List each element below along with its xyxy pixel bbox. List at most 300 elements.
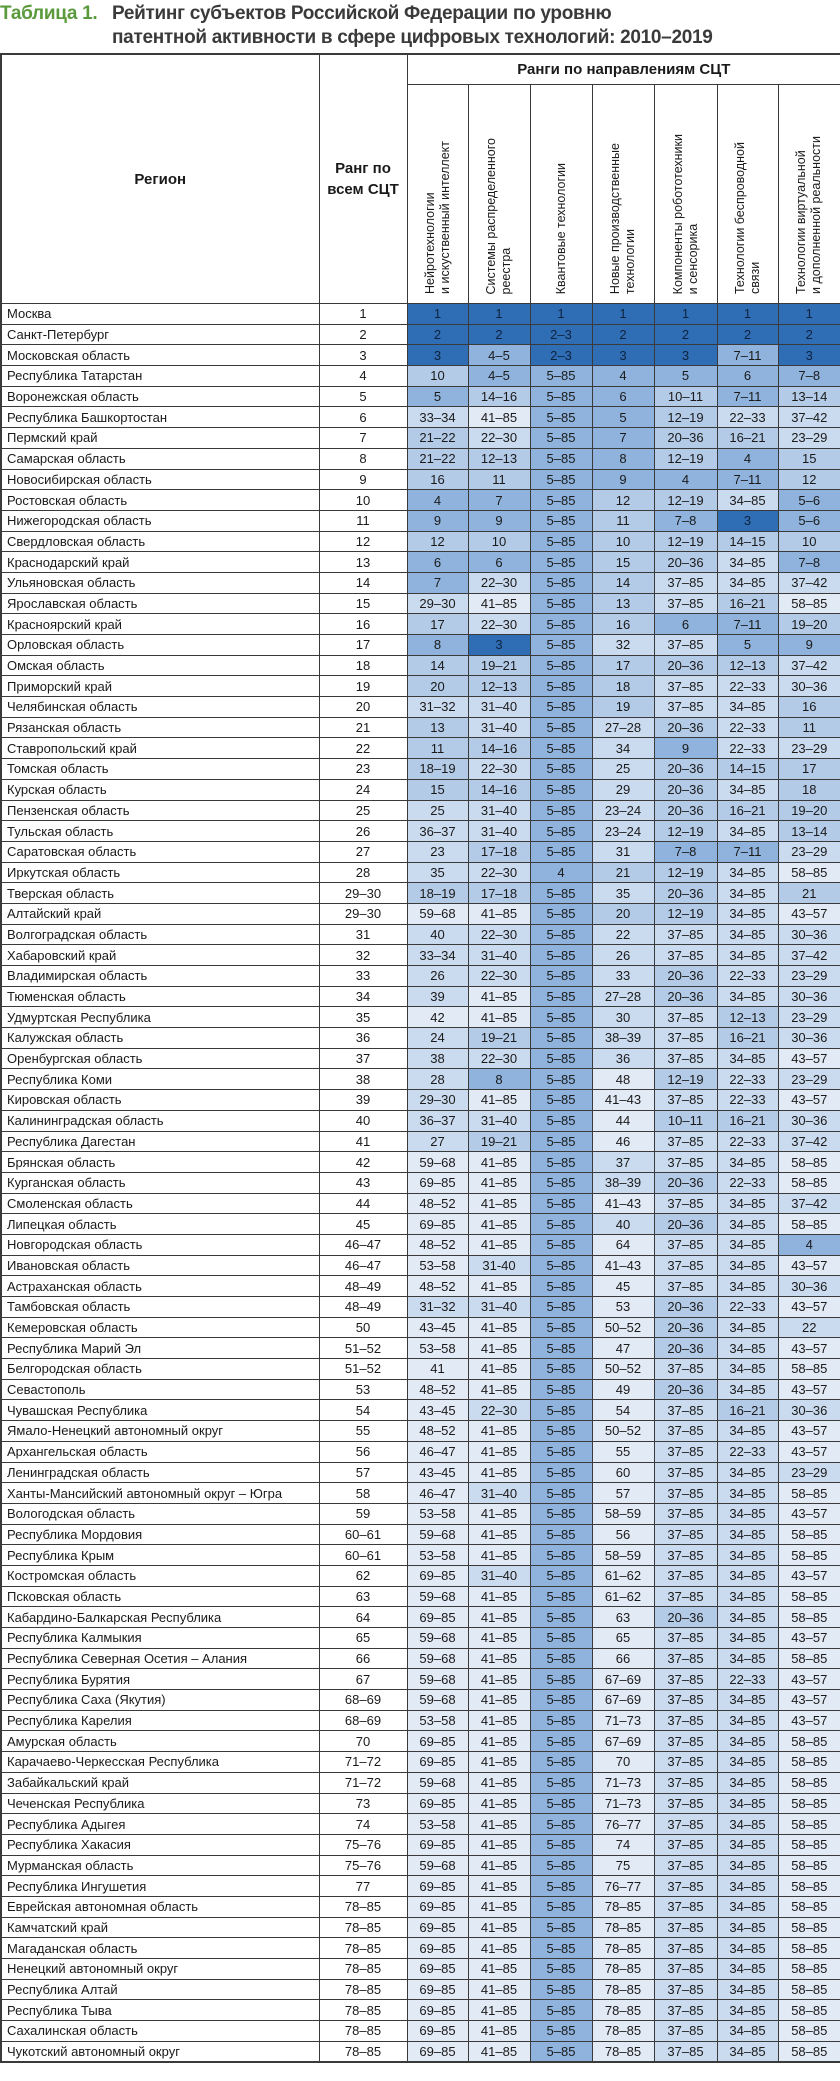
direction-rank: 58–85 (778, 1214, 840, 1235)
direction-rank: 41–85 (468, 1317, 530, 1338)
direction-rank: 22–33 (717, 1441, 778, 1462)
direction-rank: 19–20 (778, 800, 840, 821)
direction-rank: 46–47 (407, 1483, 468, 1504)
direction-rank: 69–85 (407, 1752, 468, 1773)
direction-rank: 38–39 (592, 1172, 654, 1193)
direction-rank: 29–30 (407, 1090, 468, 1111)
direction-rank: 16–21 (717, 1400, 778, 1421)
direction-rank: 43–57 (778, 1628, 840, 1649)
direction-rank: 22–33 (717, 1090, 778, 1111)
table-row (1, 448, 840, 469)
direction-rank: 14–15 (717, 759, 778, 780)
direction-rank: 43–57 (778, 1379, 840, 1400)
direction-rank: 31–32 (407, 1297, 468, 1318)
direction-rank: 2–3 (530, 324, 592, 345)
direction-rank: 5 (407, 386, 468, 407)
direction-rank: 30 (592, 1007, 654, 1028)
rank-all: 78–85 (319, 1959, 407, 1980)
direction-rank: 20–36 (654, 1214, 717, 1235)
table-row (1, 1690, 840, 1711)
header-direction-3 (592, 85, 654, 304)
direction-rank: 5–85 (530, 1379, 592, 1400)
direction-rank: 20–36 (654, 759, 717, 780)
direction-rank: 5–85 (530, 1234, 592, 1255)
direction-rank: 41–43 (592, 1255, 654, 1276)
direction-rank: 37–85 (654, 1772, 717, 1793)
direction-rank: 41–85 (468, 407, 530, 428)
direction-rank: 43–57 (778, 1297, 840, 1318)
direction-rank: 58–85 (778, 1172, 840, 1193)
direction-rank: 5 (654, 366, 717, 387)
rank-all: 78–85 (319, 1896, 407, 1917)
table-row (1, 1234, 840, 1255)
direction-rank: 7–8 (778, 366, 840, 387)
direction-rank: 71–73 (592, 1710, 654, 1731)
direction-rank: 6 (717, 366, 778, 387)
direction-rank: 8 (468, 1069, 530, 1090)
direction-rank: 34–85 (717, 1834, 778, 1855)
direction-rank: 5–85 (530, 841, 592, 862)
direction-rank: 5 (717, 635, 778, 656)
direction-rank: 26 (407, 966, 468, 987)
region-name: Амурская область (1, 1731, 319, 1752)
direction-rank: 34–85 (717, 1483, 778, 1504)
direction-rank: 5–85 (530, 1400, 592, 1421)
direction-rank: 7–8 (654, 841, 717, 862)
direction-rank: 41–43 (592, 1193, 654, 1214)
direction-rank: 21–22 (407, 448, 468, 469)
direction-rank: 22–30 (468, 924, 530, 945)
table-row (1, 800, 840, 821)
direction-rank: 19 (592, 697, 654, 718)
direction-rank: 5–85 (530, 1710, 592, 1731)
direction-rank: 14–15 (717, 531, 778, 552)
direction-rank: 58–85 (778, 1834, 840, 1855)
region-name: Воронежская область (1, 386, 319, 407)
rank-all: 78–85 (319, 2041, 407, 2062)
table-row (1, 903, 840, 924)
direction-rank: 41–85 (468, 1545, 530, 1566)
direction-rank: 7–11 (717, 614, 778, 635)
direction-rank: 41–85 (468, 1938, 530, 1959)
direction-rank: 5–85 (530, 2041, 592, 2062)
direction-rank: 41–85 (468, 986, 530, 1007)
table-row (1, 1565, 840, 1586)
direction-rank: 22–30 (468, 614, 530, 635)
rank-all: 11 (319, 510, 407, 531)
direction-rank: 58–85 (778, 593, 840, 614)
direction-rank: 7 (407, 572, 468, 593)
direction-rank: 50–52 (592, 1359, 654, 1380)
direction-rank: 48–52 (407, 1379, 468, 1400)
direction-rank: 16–21 (717, 800, 778, 821)
direction-rank: 41–85 (468, 1090, 530, 1111)
direction-rank: 21–22 (407, 428, 468, 449)
direction-rank: 2 (407, 324, 468, 345)
direction-rank: 58–85 (778, 1793, 840, 1814)
direction-rank: 49 (592, 1379, 654, 1400)
direction-rank: 43–57 (778, 1503, 840, 1524)
region-name: Магаданская область (1, 1938, 319, 1959)
direction-rank: 22–33 (717, 1069, 778, 1090)
direction-rank: 23–29 (778, 841, 840, 862)
table-row (1, 1007, 840, 1028)
direction-rank: 5–85 (530, 386, 592, 407)
direction-rank: 17–18 (468, 883, 530, 904)
direction-rank: 22–30 (468, 862, 530, 883)
direction-rank: 20–36 (654, 717, 717, 738)
direction-rank: 37–85 (654, 1690, 717, 1711)
direction-rank: 20–36 (654, 1607, 717, 1628)
direction-rank: 43–57 (778, 1090, 840, 1111)
direction-rank: 37–42 (778, 945, 840, 966)
direction-rank: 22–30 (468, 966, 530, 987)
direction-rank: 42 (407, 1007, 468, 1028)
direction-rank: 5–85 (530, 1483, 592, 1504)
direction-rank: 58–59 (592, 1503, 654, 1524)
direction-rank: 14–16 (468, 738, 530, 759)
header-rank-all: Ранг по всем СЦТ (319, 54, 407, 304)
direction-rank: 35 (592, 883, 654, 904)
direction-rank: 7–11 (717, 841, 778, 862)
table-row (1, 1379, 840, 1400)
direction-rank: 34–85 (717, 1338, 778, 1359)
direction-rank: 5–85 (530, 738, 592, 759)
direction-rank: 5–85 (530, 1069, 592, 1090)
table-row (1, 1586, 840, 1607)
direction-rank: 11 (468, 469, 530, 490)
direction-rank: 76–77 (592, 1814, 654, 1835)
direction-rank: 37–85 (654, 1752, 717, 1773)
direction-rank: 5–85 (530, 1834, 592, 1855)
direction-rank: 37–85 (654, 1007, 717, 1028)
direction-rank: 26 (592, 945, 654, 966)
table-row (1, 1297, 840, 1318)
direction-rank: 5–85 (530, 1814, 592, 1835)
direction-rank: 58–85 (778, 1359, 840, 1380)
direction-rank: 59–68 (407, 1690, 468, 1711)
direction-rank: 5–85 (530, 2000, 592, 2021)
direction-rank: 22–33 (717, 407, 778, 428)
direction-rank: 69–85 (407, 1979, 468, 2000)
direction-rank: 5–85 (530, 1338, 592, 1359)
direction-rank: 37–85 (654, 1234, 717, 1255)
direction-rank: 3 (778, 345, 840, 366)
direction-rank: 16–21 (717, 593, 778, 614)
table-row (1, 1710, 840, 1731)
rank-all: 48–49 (319, 1276, 407, 1297)
region-name: Республика Северная Осетия – Алания (1, 1648, 319, 1669)
table-row (1, 531, 840, 552)
direction-rank: 31–32 (407, 697, 468, 718)
table-row (1, 1152, 840, 1173)
direction-rank: 22 (592, 924, 654, 945)
direction-rank: 5–85 (530, 1648, 592, 1669)
direction-rank: 2 (654, 324, 717, 345)
table-row (1, 1545, 840, 1566)
direction-rank: 18–19 (407, 759, 468, 780)
direction-rank: 1 (468, 304, 530, 325)
direction-rank: 34–85 (717, 1586, 778, 1607)
direction-rank: 41–85 (468, 1379, 530, 1400)
direction-rank: 34–85 (717, 986, 778, 1007)
direction-rank: 5–85 (530, 490, 592, 511)
table-row (1, 1028, 840, 1049)
direction-rank: 36–37 (407, 1110, 468, 1131)
region-name: Краснодарский край (1, 552, 319, 573)
direction-rank: 5–85 (530, 1938, 592, 1959)
rank-all: 46–47 (319, 1255, 407, 1276)
table-row (1, 635, 840, 656)
direction-rank: 16–21 (717, 1028, 778, 1049)
direction-rank: 34–85 (717, 552, 778, 573)
direction-rank: 41–85 (468, 1441, 530, 1462)
direction-rank: 37–85 (654, 697, 717, 718)
direction-rank: 70 (592, 1752, 654, 1773)
direction-rank: 12–13 (468, 676, 530, 697)
table-row (1, 552, 840, 573)
header-direction-label: Технологии виртуальной и дополненной реальности (794, 136, 824, 294)
region-name: Республика Башкортостан (1, 407, 319, 428)
direction-rank: 30–36 (778, 676, 840, 697)
table-row (1, 1276, 840, 1297)
direction-rank: 5–85 (530, 510, 592, 531)
direction-rank: 69–85 (407, 1793, 468, 1814)
direction-rank: 37–85 (654, 1524, 717, 1545)
direction-rank: 37–85 (654, 1276, 717, 1297)
direction-rank: 16 (778, 697, 840, 718)
direction-rank: 43–57 (778, 1441, 840, 1462)
table-row (1, 1896, 840, 1917)
direction-rank: 39 (407, 986, 468, 1007)
direction-rank: 34–85 (717, 490, 778, 511)
direction-rank: 8 (407, 635, 468, 656)
direction-rank: 32 (592, 635, 654, 656)
direction-rank: 34–85 (717, 1876, 778, 1897)
table-row (1, 883, 840, 904)
table-row (1, 614, 840, 635)
direction-rank: 37–85 (654, 1959, 717, 1980)
region-name: Костромская область (1, 1565, 319, 1586)
direction-rank: 78–85 (592, 1959, 654, 1980)
region-name: Свердловская область (1, 531, 319, 552)
direction-rank: 76–77 (592, 1876, 654, 1897)
direction-rank: 34–85 (717, 1690, 778, 1711)
direction-rank: 34–85 (717, 1545, 778, 1566)
table-row (1, 593, 840, 614)
direction-rank: 3 (654, 345, 717, 366)
rank-all: 68–69 (319, 1710, 407, 1731)
direction-rank: 37–85 (654, 1855, 717, 1876)
direction-rank: 69–85 (407, 1607, 468, 1628)
direction-rank: 20–36 (654, 428, 717, 449)
direction-rank: 22–33 (717, 676, 778, 697)
direction-rank: 5–85 (530, 1793, 592, 1814)
direction-rank: 41–85 (468, 1338, 530, 1359)
direction-rank: 64 (592, 1234, 654, 1255)
direction-rank: 10–11 (654, 1110, 717, 1131)
direction-rank: 10 (778, 531, 840, 552)
direction-rank: 37–85 (654, 1193, 717, 1214)
region-name: Тюменская область (1, 986, 319, 1007)
rank-all: 13 (319, 552, 407, 573)
direction-rank: 25 (407, 800, 468, 821)
direction-rank: 5–85 (530, 1255, 592, 1276)
direction-rank: 41–85 (468, 1896, 530, 1917)
direction-rank: 10–11 (654, 386, 717, 407)
region-name: Мурманская область (1, 1855, 319, 1876)
direction-rank: 41–43 (592, 1090, 654, 1111)
direction-rank: 15 (778, 448, 840, 469)
table-row (1, 366, 840, 387)
rank-all: 65 (319, 1628, 407, 1649)
direction-rank: 37–85 (654, 1048, 717, 1069)
region-name: Кировская область (1, 1090, 319, 1111)
direction-rank: 18 (778, 779, 840, 800)
region-name: Кабардино-Балкарская Республика (1, 1607, 319, 1628)
table-row (1, 1503, 840, 1524)
rank-all: 28 (319, 862, 407, 883)
direction-rank: 34–85 (717, 945, 778, 966)
direction-rank: 58–85 (778, 1979, 840, 2000)
direction-rank: 66 (592, 1648, 654, 1669)
region-name: Архангельская область (1, 1441, 319, 1462)
direction-rank: 22–33 (717, 1669, 778, 1690)
direction-rank: 5–85 (530, 1090, 592, 1111)
direction-rank: 23–29 (778, 966, 840, 987)
rank-all: 17 (319, 635, 407, 656)
direction-rank: 48–52 (407, 1234, 468, 1255)
direction-rank: 59–68 (407, 1669, 468, 1690)
direction-rank: 69–85 (407, 1876, 468, 1897)
region-name: Красноярский край (1, 614, 319, 635)
direction-rank: 58–85 (778, 862, 840, 883)
direction-rank: 5–85 (530, 1752, 592, 1773)
direction-rank: 28 (407, 1069, 468, 1090)
direction-rank: 5–85 (530, 1586, 592, 1607)
direction-rank: 34–85 (717, 1214, 778, 1235)
direction-rank: 78–85 (592, 1917, 654, 1938)
direction-rank: 67–69 (592, 1731, 654, 1752)
direction-rank: 5–85 (530, 717, 592, 738)
region-name: Кемеровская область (1, 1317, 319, 1338)
rank-all: 38 (319, 1069, 407, 1090)
direction-rank: 31 (592, 841, 654, 862)
direction-rank: 5–85 (530, 531, 592, 552)
region-name: Тамбовская область (1, 1297, 319, 1318)
region-name: Астраханская область (1, 1276, 319, 1297)
direction-rank: 31–40 (468, 1483, 530, 1504)
direction-rank: 3 (468, 635, 530, 656)
region-name: Камчатский край (1, 1917, 319, 1938)
table-row (1, 428, 840, 449)
direction-rank: 33–34 (407, 407, 468, 428)
direction-rank: 5–85 (530, 924, 592, 945)
direction-rank: 5–85 (530, 635, 592, 656)
direction-rank: 22–30 (468, 428, 530, 449)
direction-rank: 5–85 (530, 821, 592, 842)
table-row (1, 655, 840, 676)
table-row (1, 572, 840, 593)
direction-rank: 34–85 (717, 1503, 778, 1524)
rank-all: 59 (319, 1503, 407, 1524)
table-row (1, 1855, 840, 1876)
rank-all: 36 (319, 1028, 407, 1049)
direction-rank: 34–85 (717, 1193, 778, 1214)
region-name: Смоленская область (1, 1193, 319, 1214)
direction-rank: 31–40 (468, 1297, 530, 1318)
direction-rank: 12 (592, 490, 654, 511)
direction-rank: 43–57 (778, 1690, 840, 1711)
direction-rank: 5–85 (530, 1524, 592, 1545)
direction-rank: 16–21 (717, 428, 778, 449)
direction-rank: 34 (592, 738, 654, 759)
direction-rank: 13–14 (778, 821, 840, 842)
region-name: Оренбургская область (1, 1048, 319, 1069)
region-name: Курская область (1, 779, 319, 800)
region-name: Севастополь (1, 1379, 319, 1400)
direction-rank: 43–57 (778, 1710, 840, 1731)
table-row (1, 1193, 840, 1214)
direction-rank: 34–85 (717, 1855, 778, 1876)
rank-all: 56 (319, 1441, 407, 1462)
direction-rank: 7–11 (717, 469, 778, 490)
rank-all: 39 (319, 1090, 407, 1111)
direction-rank: 41–85 (468, 1193, 530, 1214)
direction-rank: 38 (407, 1048, 468, 1069)
direction-rank: 37–85 (654, 1979, 717, 2000)
region-name: Удмуртская Республика (1, 1007, 319, 1028)
direction-rank: 13 (592, 593, 654, 614)
direction-rank: 41–85 (468, 1772, 530, 1793)
direction-rank: 53 (592, 1297, 654, 1318)
rank-all: 12 (319, 531, 407, 552)
direction-rank: 37–85 (654, 2000, 717, 2021)
region-name: Новосибирская область (1, 469, 319, 490)
direction-rank: 7–8 (654, 510, 717, 531)
direction-rank: 16–21 (717, 1110, 778, 1131)
direction-rank: 78–85 (592, 1979, 654, 2000)
direction-rank: 43–57 (778, 1338, 840, 1359)
direction-rank: 1 (530, 304, 592, 325)
rank-all: 15 (319, 593, 407, 614)
direction-rank: 59–68 (407, 1586, 468, 1607)
table-row (1, 717, 840, 738)
table-row (1, 966, 840, 987)
direction-rank: 14 (407, 655, 468, 676)
direction-rank: 5–85 (530, 779, 592, 800)
direction-rank: 58–85 (778, 1772, 840, 1793)
direction-rank: 37–85 (654, 1586, 717, 1607)
direction-rank: 5–85 (530, 1772, 592, 1793)
rank-all: 78–85 (319, 2000, 407, 2021)
table-row (1, 1338, 840, 1359)
direction-rank: 34–85 (717, 1959, 778, 1980)
table-row (1, 324, 840, 345)
rank-all: 57 (319, 1462, 407, 1483)
table-row (1, 407, 840, 428)
direction-rank: 36 (592, 1048, 654, 1069)
direction-rank: 5–85 (530, 1110, 592, 1131)
direction-rank: 58–85 (778, 1876, 840, 1897)
direction-rank: 53–58 (407, 1338, 468, 1359)
direction-rank: 12 (778, 469, 840, 490)
direction-rank: 34–85 (717, 883, 778, 904)
table-row (1, 862, 840, 883)
table-row (1, 1255, 840, 1276)
region-name: Республика Калмыкия (1, 1628, 319, 1649)
table-row (1, 2000, 840, 2021)
